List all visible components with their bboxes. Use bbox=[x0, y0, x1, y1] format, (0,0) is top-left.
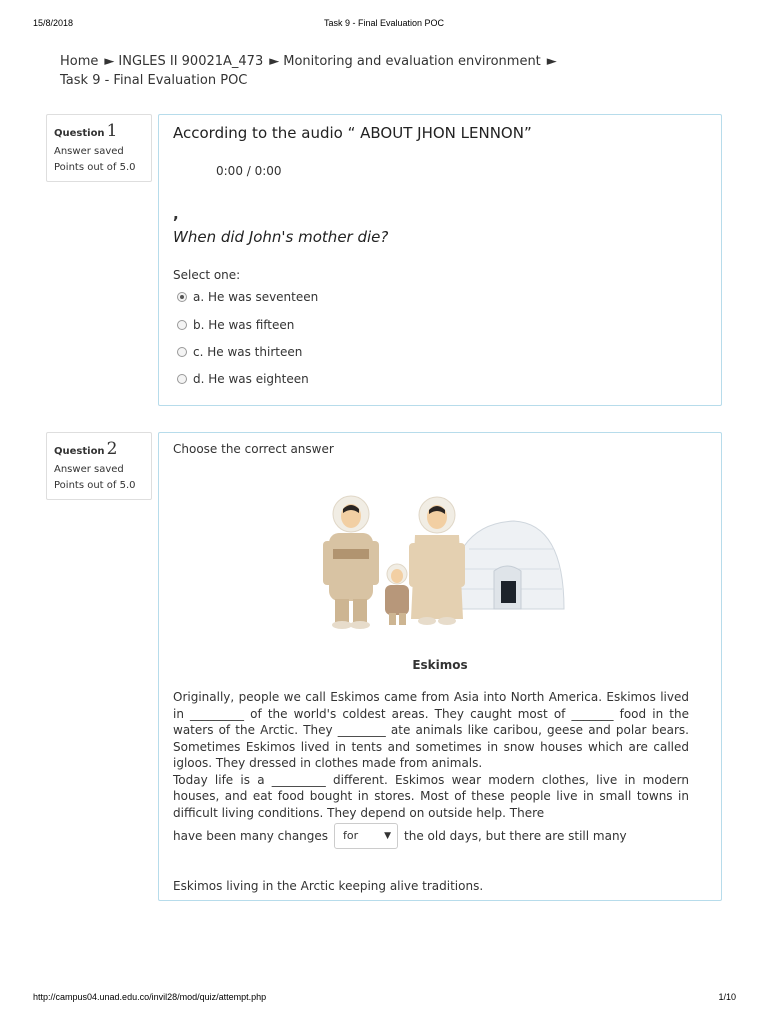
print-title: Task 9 - Final Evaluation POC bbox=[323, 18, 445, 28]
breadcrumb-separator-icon: ► bbox=[546, 54, 557, 69]
question-number: 1 bbox=[106, 121, 118, 141]
passage-paragraph: Today life is a _________ different. Eskimos wear modern clothes, live in modern houses, and eat food bought in stores. Most of these people live in small towns in difficult living conditions. They depend on outside help. There bbox=[173, 772, 689, 820]
answer-dropdown[interactable] bbox=[334, 823, 398, 849]
breadcrumb-course[interactable]: INGLES II 90021A_473 bbox=[118, 54, 264, 69]
eskimo-adult-icon bbox=[323, 496, 379, 629]
image-caption: Eskimos bbox=[412, 658, 468, 672]
passage-last-line: Eskimos living in the Arctic keeping alive traditions. bbox=[173, 879, 484, 893]
answer-option-label: d. He was eighteen bbox=[193, 372, 309, 386]
question-comma: , bbox=[173, 205, 179, 223]
question-points: Points out of 5.0 bbox=[54, 162, 136, 173]
eskimos-illustration bbox=[309, 469, 569, 649]
passage-line-with-dropdown bbox=[173, 823, 689, 849]
passage-paragraph: Originally, people we call Eskimos came from Asia into North America. Eskimos lived in _________ of the world's coldest areas. They caught most of _______ food in the waters of the Arctic. They ________ ate animals like caribou, geese and polar bears. Sometimes Eskimos lived in tents and sometimes in snow houses which are called igloos. They dressed in clothes made from animals. bbox=[173, 690, 689, 770]
breadcrumb-separator-icon: ► bbox=[104, 54, 115, 69]
print-page-number: 1/10 bbox=[718, 992, 736, 1002]
answer-option-b[interactable] bbox=[177, 318, 294, 332]
question-content-2 bbox=[158, 432, 722, 901]
question-text: When did John's mother die? bbox=[173, 228, 389, 246]
breadcrumb-current[interactable]: Task 9 - Final Evaluation POC bbox=[60, 73, 248, 88]
question-number: 2 bbox=[106, 439, 118, 459]
answer-option-label: a. He was seventeen bbox=[193, 290, 319, 304]
breadcrumb-section[interactable]: Monitoring and evaluation environment bbox=[283, 54, 541, 69]
answer-option-d[interactable] bbox=[177, 372, 309, 386]
print-url: http://campus04.unad.edu.co/invil28/mod/quiz/attempt.php bbox=[33, 992, 267, 1002]
dropdown-value: for bbox=[343, 828, 359, 842]
answer-option-label: c. He was thirteen bbox=[193, 345, 303, 359]
question-info-2 bbox=[46, 432, 152, 500]
radio-icon[interactable] bbox=[177, 374, 187, 384]
igloo-icon bbox=[449, 521, 564, 609]
question-content-1 bbox=[158, 114, 722, 406]
question-status: Answer saved bbox=[54, 464, 124, 475]
radio-selected-icon[interactable] bbox=[177, 292, 187, 302]
chevron-down-icon: ▼ bbox=[384, 830, 392, 841]
question-info-1 bbox=[46, 114, 152, 182]
passage-text: have been many changes bbox=[173, 828, 329, 843]
eskimo-adult-icon bbox=[409, 497, 465, 625]
breadcrumb-separator-icon: ► bbox=[269, 54, 280, 69]
reading-passage bbox=[173, 689, 689, 849]
eskimo-child-icon bbox=[385, 564, 409, 625]
answer-option-a[interactable] bbox=[177, 290, 318, 304]
select-one-label: Select one: bbox=[173, 268, 241, 282]
passage-text: the old days, but there are still many bbox=[404, 828, 627, 843]
audio-player-time[interactable]: 0:00 / 0:00 bbox=[216, 164, 282, 178]
question-points: Points out of 5.0 bbox=[54, 480, 136, 491]
radio-icon[interactable] bbox=[177, 320, 187, 330]
answer-option-c[interactable] bbox=[177, 345, 302, 359]
question-title: According to the audio “ ABOUT JHON LENNON” bbox=[173, 124, 532, 142]
radio-icon[interactable] bbox=[177, 347, 187, 357]
breadcrumb-home[interactable]: Home bbox=[60, 54, 99, 69]
question-label: Question bbox=[54, 446, 105, 457]
print-date: 15/8/2018 bbox=[33, 18, 74, 28]
answer-option-label: b. He was fifteen bbox=[193, 318, 295, 332]
question-status: Answer saved bbox=[54, 146, 124, 157]
question-prompt: Choose the correct answer bbox=[173, 442, 334, 456]
breadcrumb bbox=[60, 52, 620, 90]
question-label: Question bbox=[54, 128, 105, 139]
